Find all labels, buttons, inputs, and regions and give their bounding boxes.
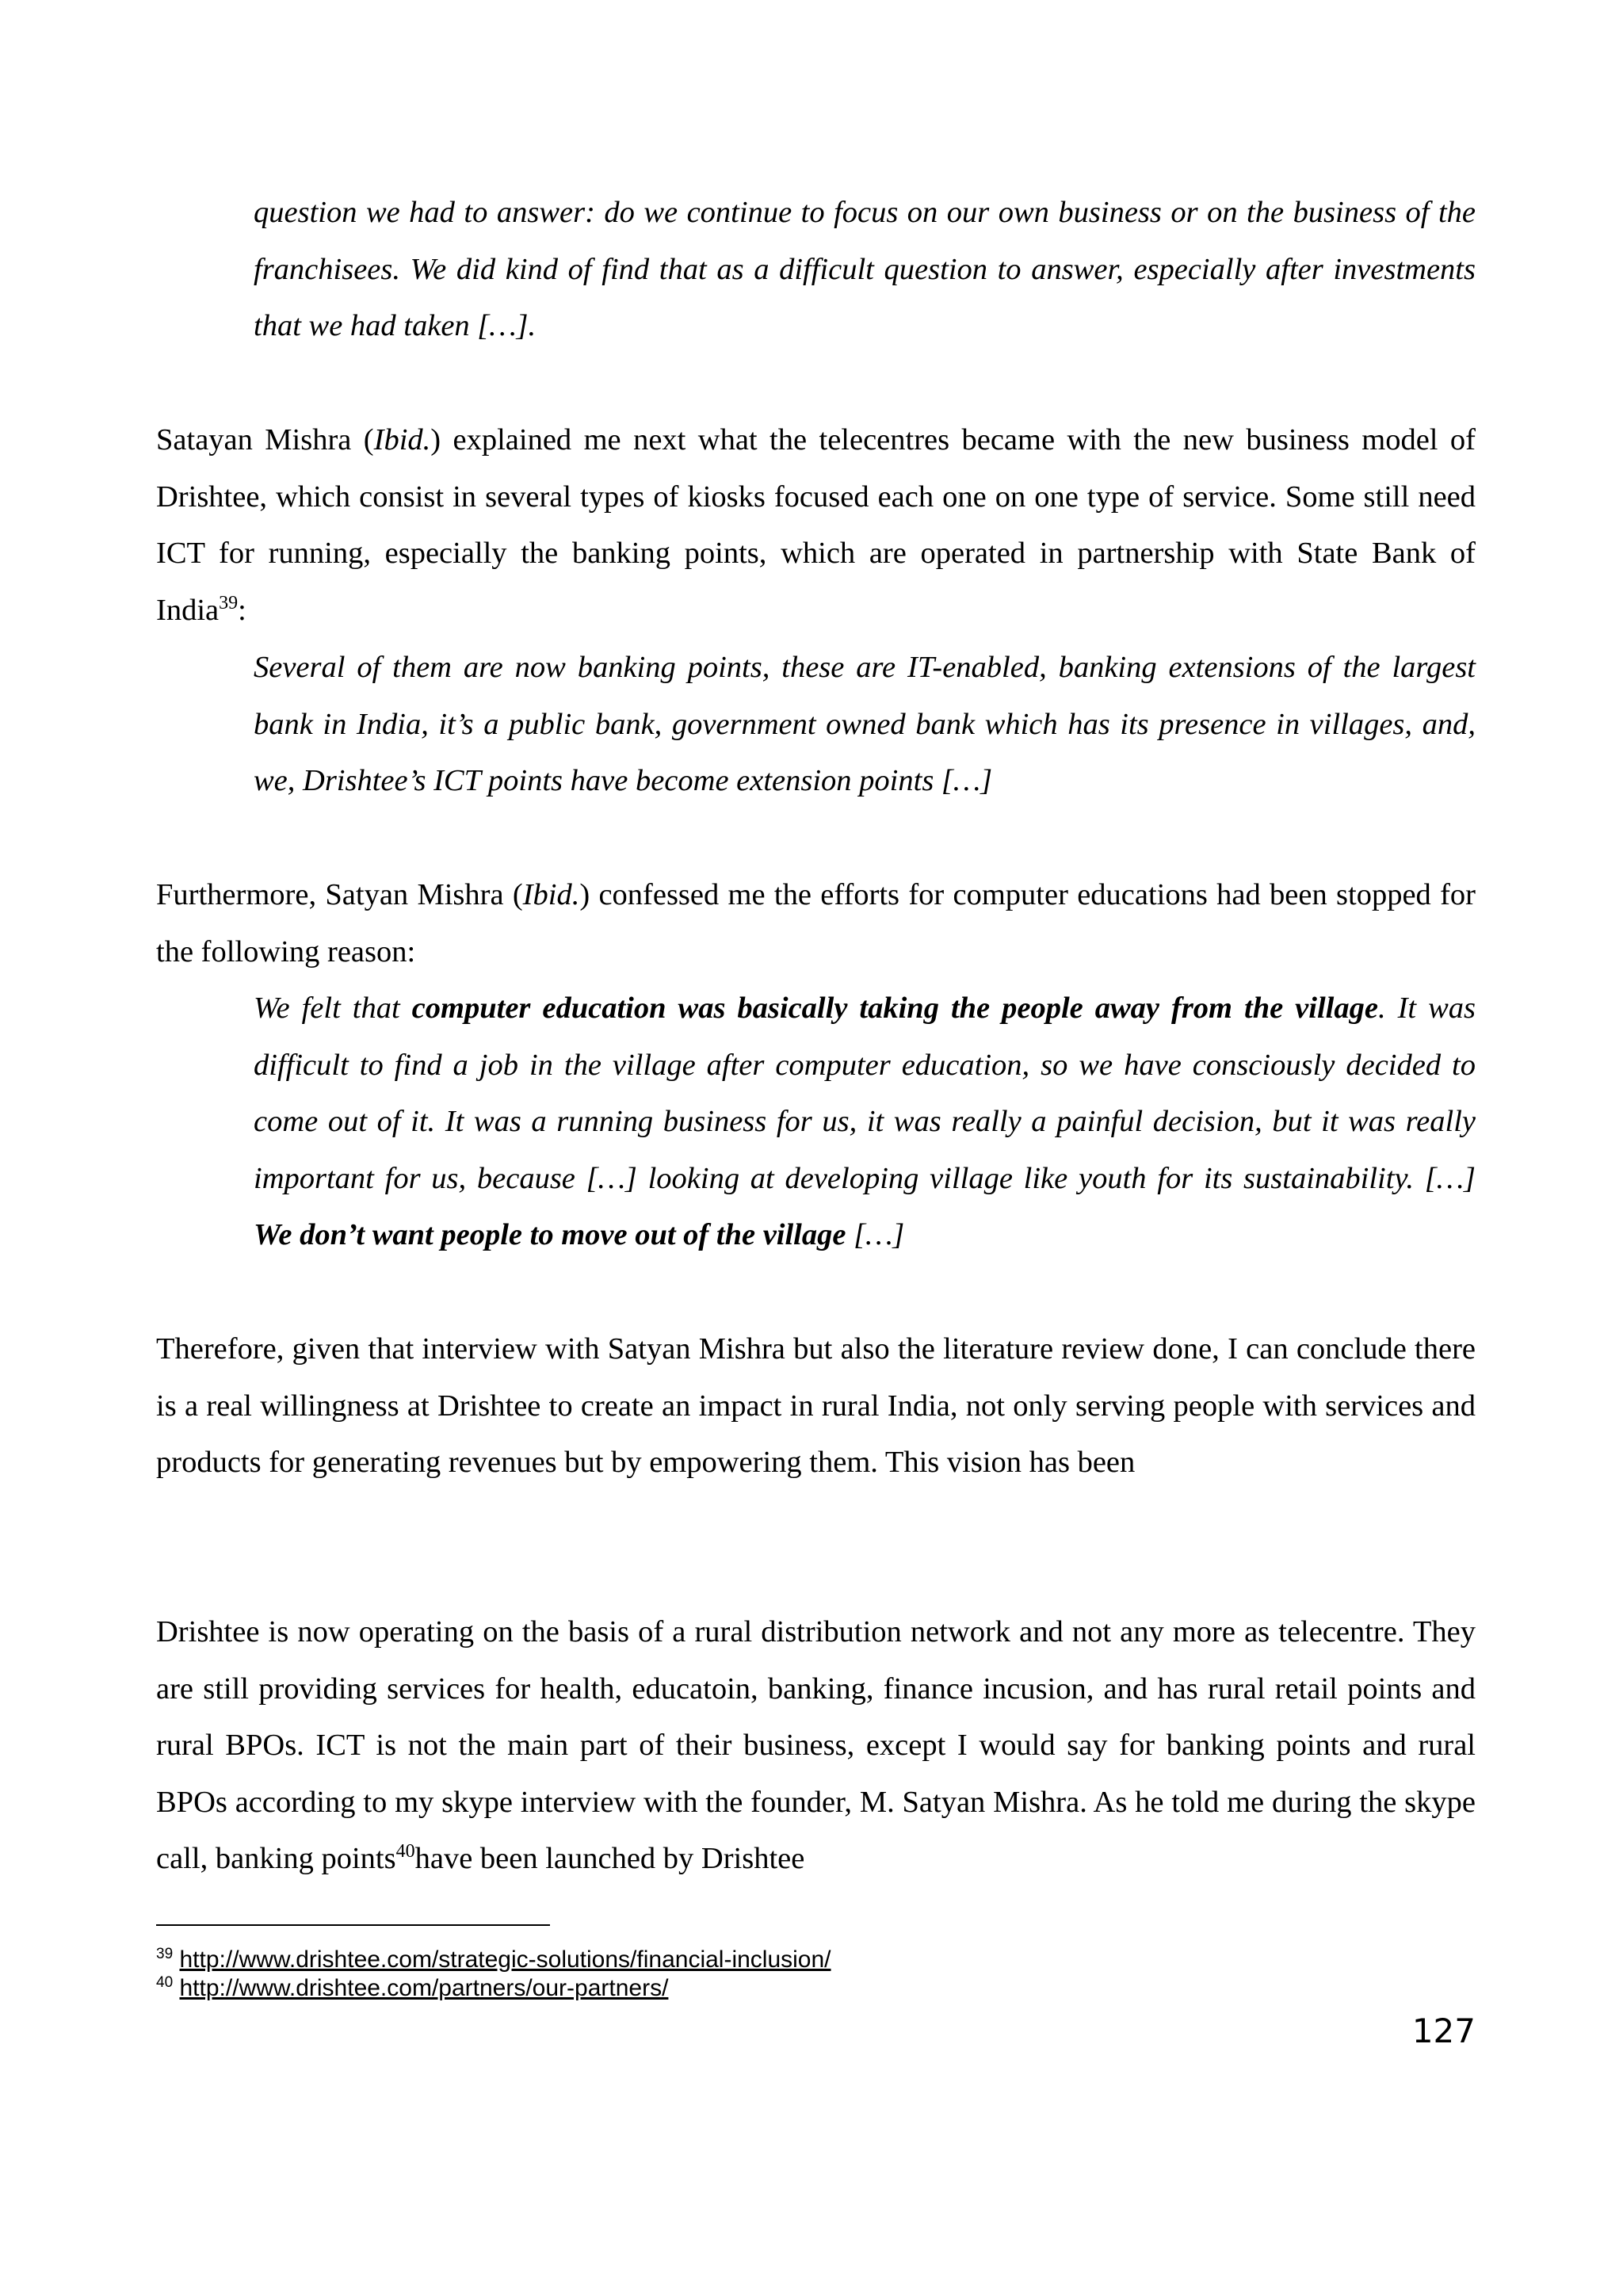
footnote-ref-40[interactable]: 40: [395, 1841, 415, 1862]
block-quote-franchisees: [254, 185, 1476, 355]
quote-text: . It was difficult to find a job in the village after computer education, so we have consciously decided to come out of it. It was a running business for us, it was really a painful decision, but it was really important for us, because […] looking at developing village like youth for its sustainability. […]: [254, 991, 1476, 1195]
paragraph-text: Drishtee is now operating on the basis of a rural distribution network and not any more as telecentre. They are still providing services for health, educatoin, banking, finance incusion, and has rural retail points and rural BPOs. ICT is not the main part of their business, except I would say for banking points and rural BPOs according to my skype interview with the founder, M. Satyan Mishra. As he told me during the skype call, banking points: [156, 1615, 1476, 1875]
footnote-40: [156, 1975, 668, 2002]
footnote-ref-39[interactable]: 39: [219, 592, 239, 613]
paragraph-text: Satayan Mishra (: [156, 423, 374, 457]
paragraph-conclusion: [156, 1321, 1476, 1492]
page-number: 127: [1411, 2011, 1476, 2050]
quote-emphasis: computer education was basically taking the people away from the village: [411, 991, 1378, 1025]
paragraph-text: have been launched by Drishtee: [414, 1842, 805, 1875]
quote-text: We felt that: [254, 991, 412, 1025]
paragraph-text: Furthermore, Satyan Mishra (: [156, 878, 523, 911]
quote-text: Several of them are now banking points, these are IT-enabled, banking extensions of the largest bank in India, it’s a public bank, government owned bank which has its presence in villages, and, we, Drishtee’s ICT points have become extension points […]: [254, 651, 1476, 797]
paragraph-telecentres: [156, 412, 1476, 639]
paragraph-text: Therefore, given that interview with Satyan Mishra but also the literature review done, I can conclude there is a real willingness at Drishtee to create an impact in rural India, not only serving people with services and products for generating revenues but by empowering them. This vision has been: [156, 1332, 1476, 1479]
ibid-citation: Ibid.: [522, 878, 580, 911]
footnote-number: 39: [156, 1946, 174, 1962]
block-quote-village: [254, 980, 1476, 1264]
ibid-citation: Ibid.: [373, 423, 431, 457]
footnote-link[interactable]: http://www.drishtee.com/strategic-solutions/financial-inclusion/: [179, 1946, 831, 1973]
paragraph-computer-education: [156, 867, 1476, 980]
footnote-number: 40: [156, 1974, 174, 1991]
paragraph-text: ) explained me next what the telecentres became with the new business model of Drishtee, which consist in several types of kiosks focused each one on one type of service. Some still need ICT for running, especially the banking points, which are operated in partnership with State Bank of India: [156, 423, 1476, 627]
quote-emphasis: We don’t want people to move out of the village: [254, 1218, 846, 1251]
paragraph-text: ) confessed me the efforts for computer educations had been stopped for the following reason:: [156, 878, 1476, 968]
quote-text: […]: [846, 1218, 905, 1251]
footnote-39: [156, 1946, 831, 1973]
quote-text: question we had to answer: do we continue to focus on our own business or on the business of the franchisees. We did kind of find that as a difficult question to answer, especially after investments that we had taken […].: [254, 196, 1476, 342]
block-quote-banking-points: [254, 640, 1476, 810]
paragraph-text: :: [238, 593, 246, 627]
footnote-link[interactable]: http://www.drishtee.com/partners/our-partners/: [179, 1975, 669, 2001]
footnote-divider: [156, 1924, 550, 1926]
paragraph-distribution-network: [156, 1604, 1476, 1888]
